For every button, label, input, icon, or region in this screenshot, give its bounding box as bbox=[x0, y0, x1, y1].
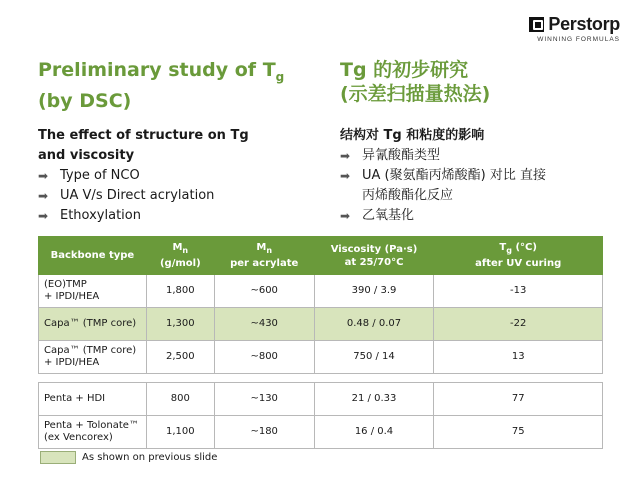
logo-name: Perstorp bbox=[548, 14, 620, 34]
arrow-right-icon: ➡ bbox=[38, 209, 49, 223]
title-en-sub: g bbox=[275, 69, 285, 84]
table-row: Penta + Tolonate™ (ex Vencorex) 1,100 ~180 16 / 0.4 75 bbox=[39, 416, 603, 449]
legend bbox=[40, 451, 217, 464]
arrow-right-icon: ➡ bbox=[38, 169, 49, 183]
left-bullet: ➡ Type of NCO bbox=[38, 166, 308, 186]
right-bullet: ➡ UA (聚氨酯丙烯酸酯) 对比 直接 丙烯酸酯化反应 bbox=[340, 168, 546, 203]
header-mn-per-acrylate: $M_n$ per acrylate bbox=[214, 237, 314, 275]
table-row: Penta + HDI 800 ~130 21 / 0.33 77 bbox=[39, 383, 603, 416]
right-column bbox=[340, 126, 620, 226]
table-gap bbox=[39, 374, 603, 383]
header-tg: $T_g$ (°C) after UV curing bbox=[434, 237, 603, 275]
arrow-right-icon: ➡ bbox=[340, 209, 351, 223]
left-heading-2: and viscosity bbox=[38, 148, 135, 163]
left-bullet: ➡ UA V/s Direct acrylation bbox=[38, 186, 308, 206]
table-row: Capa™ (TMP core) + IPDI/HEA 2,500 ~800 750 / 14 13 bbox=[39, 341, 603, 374]
arrow-right-icon: ➡ bbox=[340, 149, 351, 163]
title-en-line1: Preliminary study of T bbox=[38, 59, 276, 81]
title-chinese bbox=[340, 58, 490, 106]
right-heading: 结构对 Tg 和粘度的影响 bbox=[340, 128, 485, 143]
table-header-row bbox=[39, 237, 603, 275]
perstorp-logo-icon bbox=[529, 17, 544, 32]
left-column bbox=[38, 126, 308, 226]
logo-tagline: WINNING FORMULAS bbox=[537, 36, 620, 43]
title-english bbox=[38, 58, 284, 113]
table-row-highlighted: Capa™ (TMP core) 1,300 ~430 0.48 / 0.07 -22 bbox=[39, 308, 603, 341]
right-bullet: ➡ 乙氧基化 bbox=[340, 206, 620, 226]
title-cn-line2: (示差扫描量热法) bbox=[340, 83, 491, 105]
legend-text: As shown on previous slide bbox=[82, 452, 218, 463]
perstorp-logo bbox=[529, 14, 620, 43]
arrow-right-icon: ➡ bbox=[38, 189, 49, 203]
arrow-right-icon: ➡ bbox=[340, 169, 351, 183]
left-bullet: ➡ Ethoxylation bbox=[38, 206, 308, 226]
header-backbone: Backbone type bbox=[39, 237, 147, 275]
header-mn: $M_n$ (g/mol) bbox=[146, 237, 214, 275]
title-cn-line1: Tg 的初步研究 bbox=[340, 59, 469, 81]
title-en-line2: (by DSC) bbox=[38, 89, 132, 112]
data-table bbox=[38, 236, 603, 449]
header-viscosity: Viscosity (Pa·s) at 25/70°C bbox=[314, 237, 434, 275]
left-heading-1: The effect of structure on Tg bbox=[38, 128, 249, 143]
right-bullet: ➡ 异氰酸酯类型 bbox=[340, 146, 620, 166]
table-row: (EO)TMP + IPDI/HEA 1,800 ~600 390 / 3.9 -13 bbox=[39, 275, 603, 308]
legend-swatch bbox=[40, 451, 76, 464]
